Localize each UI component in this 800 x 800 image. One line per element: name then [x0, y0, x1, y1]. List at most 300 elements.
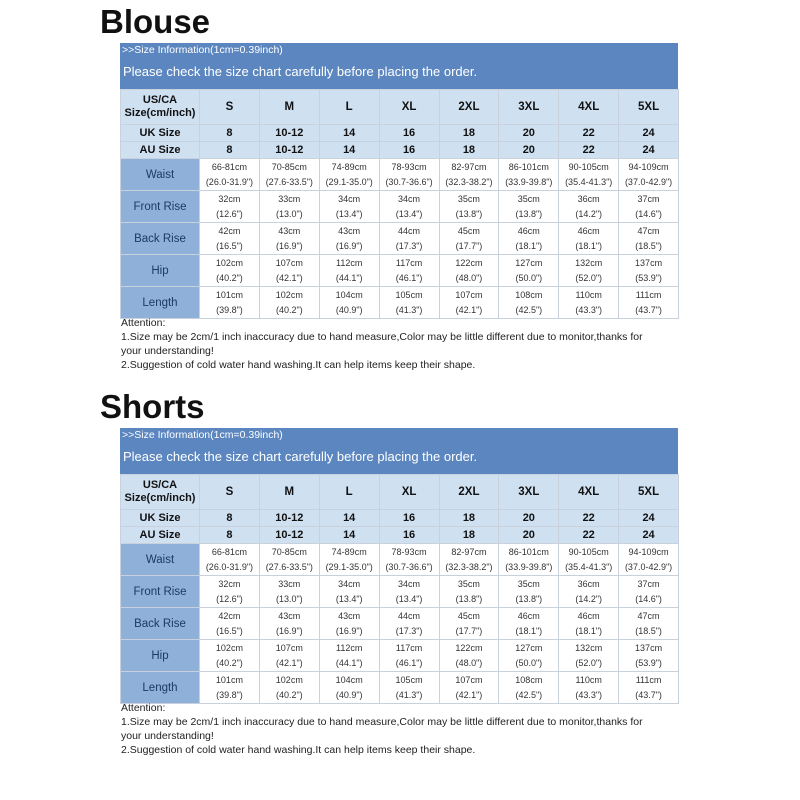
measurement-inch: (18.1")	[575, 625, 603, 636]
measurement-label: Front Rise	[121, 576, 200, 608]
measurement-inch: (35.4-41.3")	[565, 561, 613, 572]
measurement-inch: (16.9")	[275, 625, 303, 636]
measurement-cm: 102cm	[215, 257, 243, 268]
measurement-cm: 37cm	[637, 193, 660, 204]
measurement-inch: (13.4")	[335, 593, 363, 604]
measurement-cell	[319, 159, 379, 191]
measurement-cm: 37cm	[637, 578, 660, 589]
measurement-cm: 117cm	[395, 257, 423, 268]
measurement-cell	[319, 608, 379, 640]
measurement-cell	[499, 608, 559, 640]
measurement-cm: 35cm	[457, 193, 480, 204]
measurement-cell	[439, 672, 499, 704]
uk-size-label: UK Size	[121, 125, 200, 142]
measurement-cell	[319, 576, 379, 608]
attention-notes	[121, 316, 681, 372]
measurement-cm: 42cm	[218, 225, 241, 236]
measurement-cm: 107cm	[455, 674, 483, 685]
au-size-cell: 8	[200, 142, 260, 159]
measurement-cm: 112cm	[336, 257, 363, 268]
uk-size-cell: 20	[499, 125, 559, 142]
measurement-cm: 45cm	[457, 610, 480, 621]
measurement-cell	[499, 223, 559, 255]
measurement-cell	[439, 223, 499, 255]
measurement-cm: 105cm	[395, 674, 423, 685]
measurement-cell	[499, 576, 559, 608]
measurement-cell	[200, 544, 260, 576]
measurement-inch: (17.3")	[395, 625, 423, 636]
measurement-cell	[200, 191, 260, 223]
measurement-inch: (40.9")	[335, 304, 363, 315]
measurement-cell	[379, 287, 439, 319]
measurement-cell	[499, 287, 559, 319]
measurement-cm: 110cm	[575, 289, 602, 300]
notes-line-2: 2.Suggestion of cold water hand washing.It can help items keep their shape.	[121, 744, 476, 756]
measurement-cm: 34cm	[338, 578, 361, 589]
measurement-inch: (12.6")	[216, 593, 243, 604]
uk-size-cell: 16	[379, 125, 439, 142]
measurement-inch: (43.3")	[575, 304, 603, 315]
measurement-cm: 94-109cm	[628, 546, 669, 557]
measurement-inch: (42.1")	[455, 689, 483, 700]
measurement-label: Back Rise	[121, 223, 200, 255]
measurement-cm: 43cm	[278, 610, 301, 621]
measurement-inch: (42.1")	[275, 272, 303, 283]
uk-size-cell: 14	[319, 510, 379, 527]
measurement-inch: (42.5")	[515, 689, 543, 700]
measurement-cm: 46cm	[577, 610, 600, 621]
measurement-inch: (43.7")	[635, 689, 662, 700]
measurement-cm: 132cm	[575, 642, 603, 653]
uk-size-cell: 8	[200, 510, 260, 527]
measurement-cell	[559, 223, 619, 255]
measurement-cm: 104cm	[335, 289, 363, 300]
uk-size-cell: 22	[559, 125, 619, 142]
au-size-label: AU Size	[121, 527, 200, 544]
au-size-cell: 16	[379, 142, 439, 159]
table-row	[121, 287, 679, 319]
measurement-inch: (18.1")	[575, 240, 603, 251]
size-chart-table	[120, 89, 679, 319]
measurement-cm: 70-85cm	[271, 161, 307, 172]
measurement-inch: (40.2")	[216, 657, 243, 668]
measurement-cm: 86-101cm	[508, 546, 549, 557]
header-row-us	[121, 475, 679, 510]
measurement-cm: 102cm	[275, 674, 303, 685]
measurement-cell	[619, 608, 679, 640]
measurement-cell	[259, 255, 319, 287]
size-chart-panel	[120, 428, 678, 704]
measurement-inch: (17.3")	[395, 240, 423, 251]
measurement-cell	[200, 576, 260, 608]
measurement-inch: (52.0")	[575, 272, 603, 283]
header-size-cell: S	[200, 90, 260, 125]
header-row-uk	[121, 510, 679, 527]
measurement-cell	[379, 223, 439, 255]
measurement-cell	[559, 672, 619, 704]
measurement-cm: 36cm	[577, 193, 600, 204]
au-size-cell: 24	[619, 527, 679, 544]
measurement-cell	[259, 287, 319, 319]
measurement-inch: (16.9")	[275, 240, 303, 251]
measurement-cm: 122cm	[455, 642, 483, 653]
size-info-banner	[120, 428, 678, 474]
measurement-inch: (29.1-35.0")	[325, 561, 373, 572]
measurement-cm: 78-93cm	[391, 546, 427, 557]
uk-size-cell: 14	[319, 125, 379, 142]
measurement-cm: 94-109cm	[628, 161, 669, 172]
measurement-inch: (32.3-38.2")	[445, 176, 493, 187]
measurement-cm: 101cm	[215, 289, 243, 300]
measurement-cm: 117cm	[395, 642, 423, 653]
header-row-au	[121, 527, 679, 544]
measurement-cell	[200, 608, 260, 640]
au-size-cell: 18	[439, 527, 499, 544]
uk-size-cell: 18	[439, 125, 499, 142]
section-title: Shorts	[100, 388, 205, 425]
measurement-cell	[319, 191, 379, 223]
measurement-cell	[559, 608, 619, 640]
measurement-cell	[259, 576, 319, 608]
attention-notes	[121, 701, 681, 757]
measurement-inch: (43.3")	[575, 689, 603, 700]
measurement-cell	[200, 255, 260, 287]
measurement-inch: (50.0")	[515, 657, 543, 668]
au-size-cell: 22	[559, 142, 619, 159]
measurement-inch: (16.5")	[216, 625, 243, 636]
uk-size-label: UK Size	[121, 510, 200, 527]
au-size-cell: 14	[319, 142, 379, 159]
measurement-inch: (12.6")	[216, 208, 243, 219]
measurement-inch: (39.8")	[216, 689, 243, 700]
au-size-cell: 24	[619, 142, 679, 159]
measurement-cell	[379, 640, 439, 672]
measurement-inch: (16.9")	[335, 240, 363, 251]
measurement-inch: (26.0-31.9")	[205, 176, 254, 187]
measurement-cm: 44cm	[398, 225, 421, 236]
measurement-cell	[259, 159, 319, 191]
measurement-inch: (14.2")	[575, 208, 603, 219]
measurement-cm: 33cm	[278, 578, 301, 589]
measurement-cell	[439, 640, 499, 672]
header-size-cell: 2XL	[439, 475, 499, 510]
measurement-cm: 74-89cm	[331, 161, 367, 172]
measurement-cm: 137cm	[635, 257, 663, 268]
measurement-inch: (52.0")	[575, 657, 603, 668]
notes-line-1: 1.Size may be 2cm/1 inch inaccuracy due to hand measure,Color may be little different due to monitor,thanks for	[121, 331, 643, 343]
measurement-inch: (14.2")	[575, 593, 603, 604]
measurement-cell	[200, 672, 260, 704]
header-row-us	[121, 90, 679, 125]
measurement-inch: (16.5")	[216, 240, 243, 251]
measurement-cell	[379, 608, 439, 640]
size-chart-table	[120, 474, 679, 704]
measurement-cell	[379, 255, 439, 287]
measurement-cm: 35cm	[517, 193, 540, 204]
measurement-cm: 108cm	[515, 674, 543, 685]
measurement-inch: (30.7-36.6")	[385, 561, 433, 572]
measurement-cm: 107cm	[275, 257, 303, 268]
header-size-cell: 4XL	[559, 475, 619, 510]
measurement-inch: (42.1")	[275, 657, 303, 668]
measurement-cm: 90-105cm	[568, 161, 609, 172]
measurement-inch: (48.0")	[455, 657, 483, 668]
measurement-inch: (26.0-31.9")	[205, 561, 254, 572]
notes-line-1-cont: your understanding!	[121, 345, 214, 357]
measurement-inch: (37.0-42.9")	[624, 176, 673, 187]
measurement-cm: 137cm	[635, 642, 663, 653]
measurement-cell	[559, 159, 619, 191]
uk-size-cell: 10-12	[259, 125, 319, 142]
measurement-label: Hip	[121, 255, 200, 287]
measurement-inch: (27.6-33.5")	[265, 561, 313, 572]
header-size-cell: L	[319, 90, 379, 125]
header-label-size-unit: Size(cm/inch)	[124, 492, 196, 504]
measurement-label: Hip	[121, 640, 200, 672]
size-check-notice: Please check the size chart carefully before placing the order.	[123, 449, 478, 464]
measurement-cell	[259, 191, 319, 223]
measurement-cm: 132cm	[575, 257, 603, 268]
measurement-cm: 78-93cm	[391, 161, 427, 172]
measurement-inch: (13.8")	[455, 593, 483, 604]
measurement-cm: 66-81cm	[211, 161, 247, 172]
measurement-cell	[259, 544, 319, 576]
measurement-label: Length	[121, 672, 200, 704]
section-title: Blouse	[100, 3, 211, 40]
measurement-cell	[499, 672, 559, 704]
header-label-cell	[121, 90, 200, 125]
measurement-cell	[379, 672, 439, 704]
measurement-cell	[619, 672, 679, 704]
uk-size-cell: 8	[200, 125, 260, 142]
measurement-cell	[499, 159, 559, 191]
measurement-cm: 47cm	[637, 225, 660, 236]
measurement-cm: 101cm	[215, 674, 243, 685]
measurement-inch: (53.9")	[635, 657, 662, 668]
measurement-cm: 111cm	[635, 289, 662, 300]
measurement-cm: 107cm	[455, 289, 483, 300]
measurement-cell	[200, 223, 260, 255]
measurement-inch: (53.9")	[635, 272, 662, 283]
measurement-cell	[619, 159, 679, 191]
measurement-label: Front Rise	[121, 191, 200, 223]
size-info-line: >>Size Information(1cm=0.39inch)	[122, 44, 283, 56]
measurement-cm: 111cm	[635, 674, 662, 685]
header-size-cell: M	[259, 475, 319, 510]
measurement-inch: (42.1")	[455, 304, 483, 315]
measurement-inch: (42.5")	[515, 304, 543, 315]
measurement-cell	[200, 159, 260, 191]
au-size-cell: 16	[379, 527, 439, 544]
measurement-label: Waist	[121, 544, 200, 576]
measurement-cell	[559, 544, 619, 576]
measurement-cm: 122cm	[455, 257, 483, 268]
measurement-cell	[499, 544, 559, 576]
header-size-cell: XL	[379, 90, 439, 125]
notes-line-1-cont: your understanding!	[121, 730, 214, 742]
measurement-cm: 86-101cm	[508, 161, 549, 172]
measurement-cell	[319, 640, 379, 672]
au-size-label: AU Size	[121, 142, 200, 159]
measurement-inch: (13.8")	[515, 208, 543, 219]
au-size-cell: 8	[200, 527, 260, 544]
measurement-inch: (27.6-33.5")	[265, 176, 313, 187]
measurement-cell	[619, 191, 679, 223]
measurement-cm: 108cm	[515, 289, 543, 300]
measurement-inch: (41.3")	[395, 304, 423, 315]
measurement-cm: 43cm	[278, 225, 301, 236]
measurement-cell	[259, 223, 319, 255]
header-size-cell: M	[259, 90, 319, 125]
measurement-cm: 42cm	[218, 610, 241, 621]
measurement-inch: (18.5")	[635, 240, 662, 251]
measurement-cm: 47cm	[637, 610, 660, 621]
measurement-cell	[619, 255, 679, 287]
measurement-label: Length	[121, 287, 200, 319]
measurement-inch: (13.4")	[395, 208, 423, 219]
measurement-inch: (13.8")	[455, 208, 483, 219]
measurement-cm: 127cm	[515, 257, 543, 268]
measurement-inch: (18.1")	[515, 240, 543, 251]
measurement-inch: (13.4")	[395, 593, 423, 604]
header-size-cell: XL	[379, 475, 439, 510]
measurement-cm: 102cm	[275, 289, 303, 300]
measurement-cell	[499, 640, 559, 672]
header-size-cell: S	[200, 475, 260, 510]
measurement-inch: (13.0")	[275, 593, 303, 604]
measurement-cm: 35cm	[517, 578, 540, 589]
table-row	[121, 223, 679, 255]
measurement-cell	[619, 640, 679, 672]
measurement-cm: 66-81cm	[211, 546, 247, 557]
size-info-line: >>Size Information(1cm=0.39inch)	[122, 429, 283, 441]
header-size-cell: 3XL	[499, 475, 559, 510]
header-size-cell: 3XL	[499, 90, 559, 125]
measurement-cm: 70-85cm	[271, 546, 307, 557]
measurement-cell	[559, 191, 619, 223]
measurement-cell	[200, 287, 260, 319]
notes-line-2: 2.Suggestion of cold water hand washing.It can help items keep their shape.	[121, 359, 476, 371]
measurement-cm: 74-89cm	[331, 546, 367, 557]
header-size-cell: 5XL	[619, 90, 679, 125]
notes-line-1: 1.Size may be 2cm/1 inch inaccuracy due to hand measure,Color may be little different due to monitor,thanks for	[121, 716, 643, 728]
measurement-cell	[559, 640, 619, 672]
table-row	[121, 640, 679, 672]
measurement-cell	[319, 672, 379, 704]
measurement-inch: (13.0")	[275, 208, 303, 219]
measurement-inch: (29.1-35.0")	[325, 176, 373, 187]
measurement-cm: 35cm	[457, 578, 480, 589]
measurement-cell	[439, 191, 499, 223]
measurement-cm: 107cm	[275, 642, 303, 653]
measurement-cm: 46cm	[577, 225, 600, 236]
uk-size-cell: 24	[619, 125, 679, 142]
measurement-cm: 104cm	[335, 674, 363, 685]
notes-heading: Attention:	[121, 702, 166, 714]
measurement-cm: 36cm	[577, 578, 600, 589]
measurement-cm: 32cm	[218, 578, 241, 589]
measurement-cm: 46cm	[517, 610, 540, 621]
header-size-cell: 5XL	[619, 475, 679, 510]
measurement-inch: (14.6")	[635, 593, 662, 604]
measurement-inch: (39.8")	[216, 304, 243, 315]
measurement-inch: (48.0")	[455, 272, 483, 283]
measurement-inch: (40.9")	[335, 689, 363, 700]
measurement-inch: (16.9")	[335, 625, 363, 636]
measurement-cell	[499, 191, 559, 223]
measurement-cell	[379, 544, 439, 576]
table-row	[121, 255, 679, 287]
measurement-cm: 34cm	[398, 578, 421, 589]
measurement-cell	[379, 576, 439, 608]
table-row	[121, 576, 679, 608]
header-row-au	[121, 142, 679, 159]
table-row	[121, 544, 679, 576]
au-size-cell: 22	[559, 527, 619, 544]
measurement-inch: (44.1")	[335, 657, 363, 668]
notes-heading: Attention:	[121, 317, 166, 329]
measurement-cm: 105cm	[395, 289, 423, 300]
measurement-inch: (43.7")	[635, 304, 662, 315]
measurement-cell	[200, 640, 260, 672]
header-size-cell: 4XL	[559, 90, 619, 125]
measurement-cm: 45cm	[457, 225, 480, 236]
table-row	[121, 191, 679, 223]
measurement-inch: (30.7-36.6")	[385, 176, 433, 187]
size-check-notice: Please check the size chart carefully before placing the order.	[123, 64, 478, 79]
measurement-cm: 32cm	[218, 193, 241, 204]
measurement-cell	[259, 640, 319, 672]
uk-size-cell: 20	[499, 510, 559, 527]
au-size-cell: 20	[499, 527, 559, 544]
measurement-cm: 44cm	[398, 610, 421, 621]
measurement-inch: (13.8")	[515, 593, 543, 604]
measurement-inch: (33.9-39.8")	[505, 176, 553, 187]
measurement-cell	[439, 255, 499, 287]
measurement-inch: (32.3-38.2")	[445, 561, 493, 572]
measurement-inch: (44.1")	[335, 272, 363, 283]
measurement-cm: 110cm	[575, 674, 602, 685]
measurement-cell	[439, 544, 499, 576]
measurement-inch: (40.2")	[216, 272, 243, 283]
measurement-cell	[379, 191, 439, 223]
measurement-cell	[619, 223, 679, 255]
measurement-cell	[319, 255, 379, 287]
table-row	[121, 159, 679, 191]
table-row	[121, 608, 679, 640]
measurement-inch: (50.0")	[515, 272, 543, 283]
measurement-inch: (17.7")	[455, 240, 483, 251]
measurement-cell	[439, 159, 499, 191]
header-size-cell: 2XL	[439, 90, 499, 125]
header-label-cell	[121, 475, 200, 510]
measurement-inch: (35.4-41.3")	[565, 176, 613, 187]
measurement-inch: (37.0-42.9")	[624, 561, 673, 572]
measurement-cell	[259, 608, 319, 640]
size-info-banner	[120, 43, 678, 89]
measurement-cm: 43cm	[338, 225, 361, 236]
au-size-cell: 10-12	[259, 142, 319, 159]
measurement-inch: (17.7")	[455, 625, 483, 636]
measurement-cell	[439, 576, 499, 608]
measurement-cm: 112cm	[336, 642, 363, 653]
measurement-cell	[379, 159, 439, 191]
measurement-cm: 127cm	[515, 642, 543, 653]
uk-size-cell: 10-12	[259, 510, 319, 527]
uk-size-cell: 18	[439, 510, 499, 527]
measurement-cm: 43cm	[338, 610, 361, 621]
measurement-cell	[499, 255, 559, 287]
